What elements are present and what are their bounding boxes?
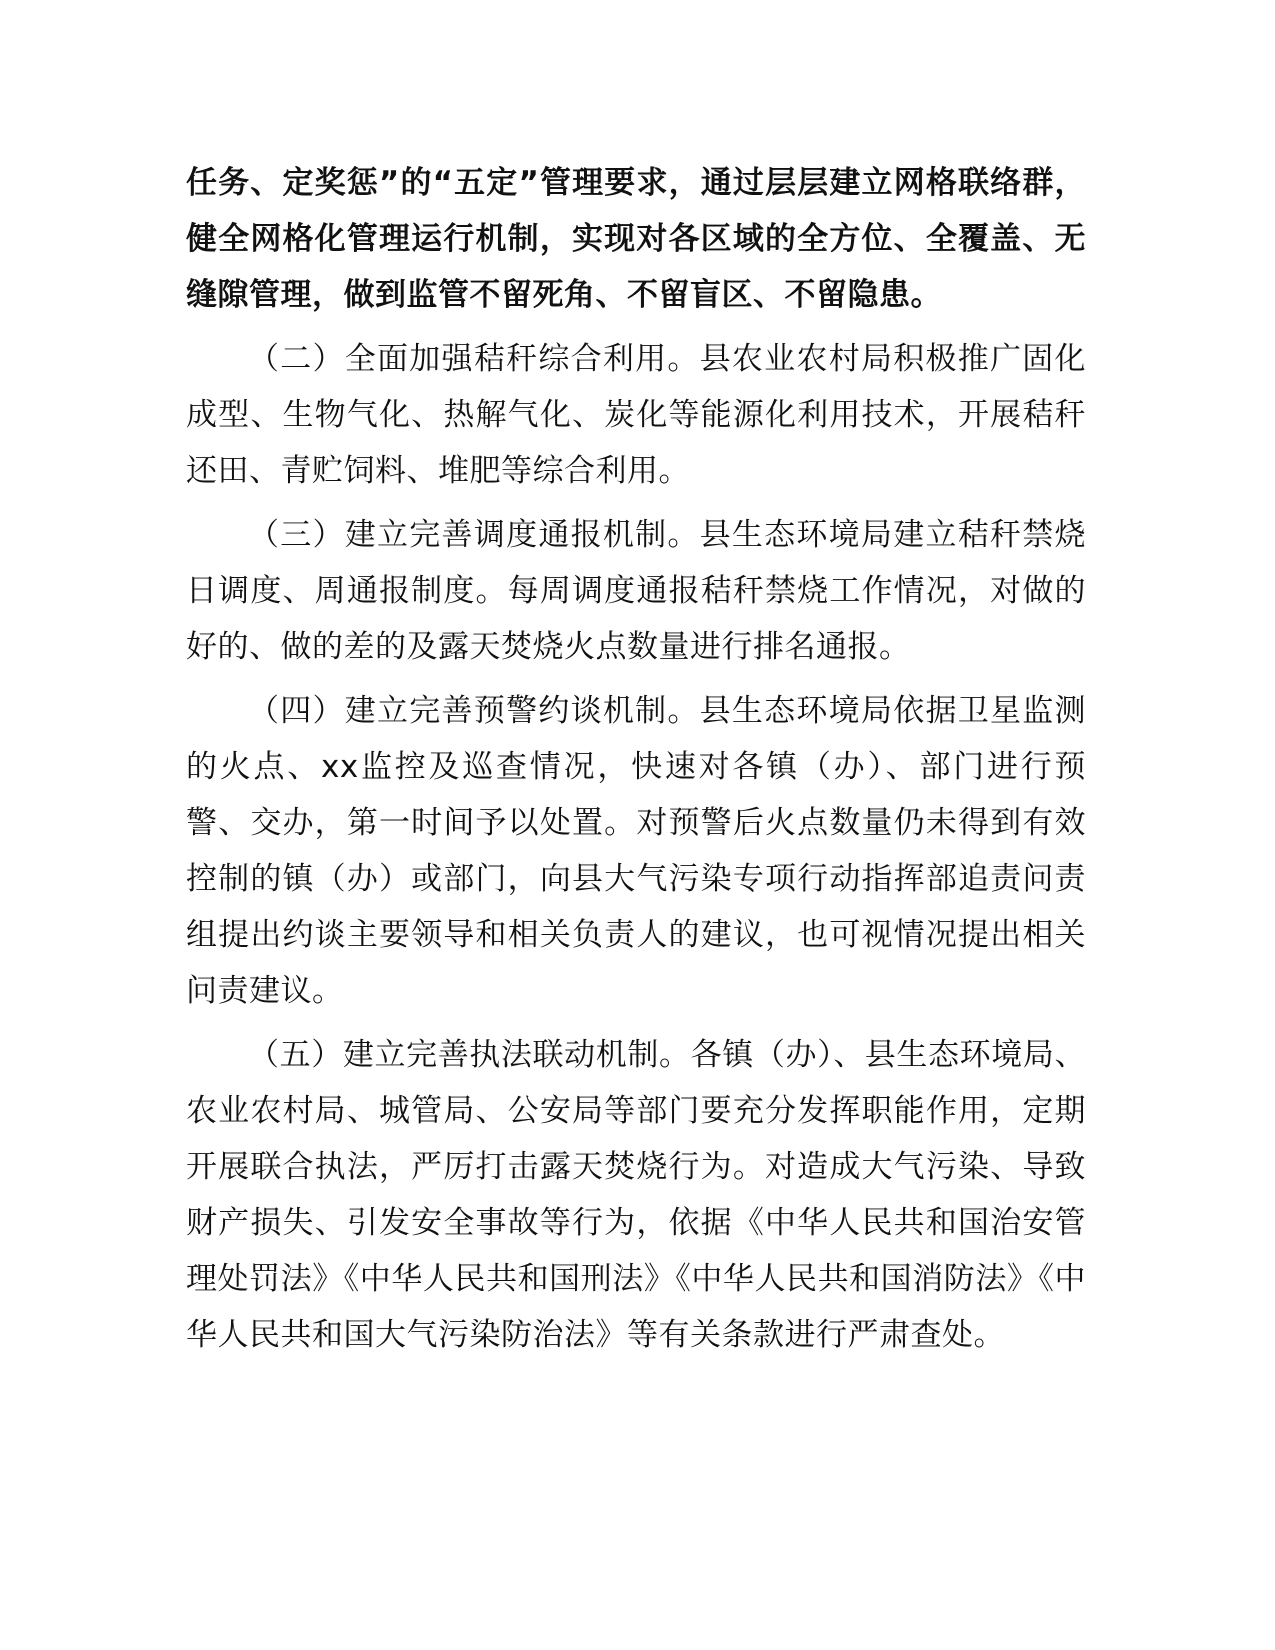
paragraph-joint-enforcement: （五）建立完善执法联动机制。各镇（办）、县生态环境局、农业农村局、城管局、公安局等部门要充分发挥职能作用，定期开展联合执法，严厉打击露天焚烧行为。对造成大气污染、导致财产损失、引发安全事故等行为，依据《中华人民共和国治安管理处罚法》《中华人民共和国刑法》《中华人民共和国消防法》《中华人民共和国大气污染防治法》等有关条款进行严肃查处。 [186, 1037, 1086, 1353]
paragraph-dispatch-notification: （三）建立完善调度通报机制。县生态环境局建立秸秆禁烧日调度、周通报制度。每周调度通报秸秆禁烧工作情况，对做的好的、做的差的及露天焚烧火点数量进行排名通报。 [186, 517, 1086, 665]
paragraph-continuation: 任务、定奖惩”的“五定”管理要求，通过层层建立网格联络群，健全网格化管理运行机制，实现对各区域的全方位、全覆盖、无缝隙管理，做到监管不留死角、不留盲区、不留隐患。 [186, 165, 1086, 313]
document-body [186, 155, 1086, 1371]
paragraph-straw-utilization: （二）全面加强秸秆综合利用。县农业农村局积极推广固化成型、生物气化、热解气化、炭化等能源化利用技术，开展秸秆还田、青贮饲料、堆肥等综合利用。 [186, 341, 1086, 489]
paragraph-warning-interview: （四）建立完善预警约谈机制。县生态环境局依据卫星监测的火点、xx监控及巡查情况，快速对各镇（办）、部门进行预警、交办，第一时间予以处置。对预警后火点数量仍未得到有效控制的镇（办）或部门，向县大气污染专项行动指挥部追责问责组提出约谈主要领导和相关负责人的建议，也可视情况提出相关问责建议。 [186, 693, 1086, 1009]
